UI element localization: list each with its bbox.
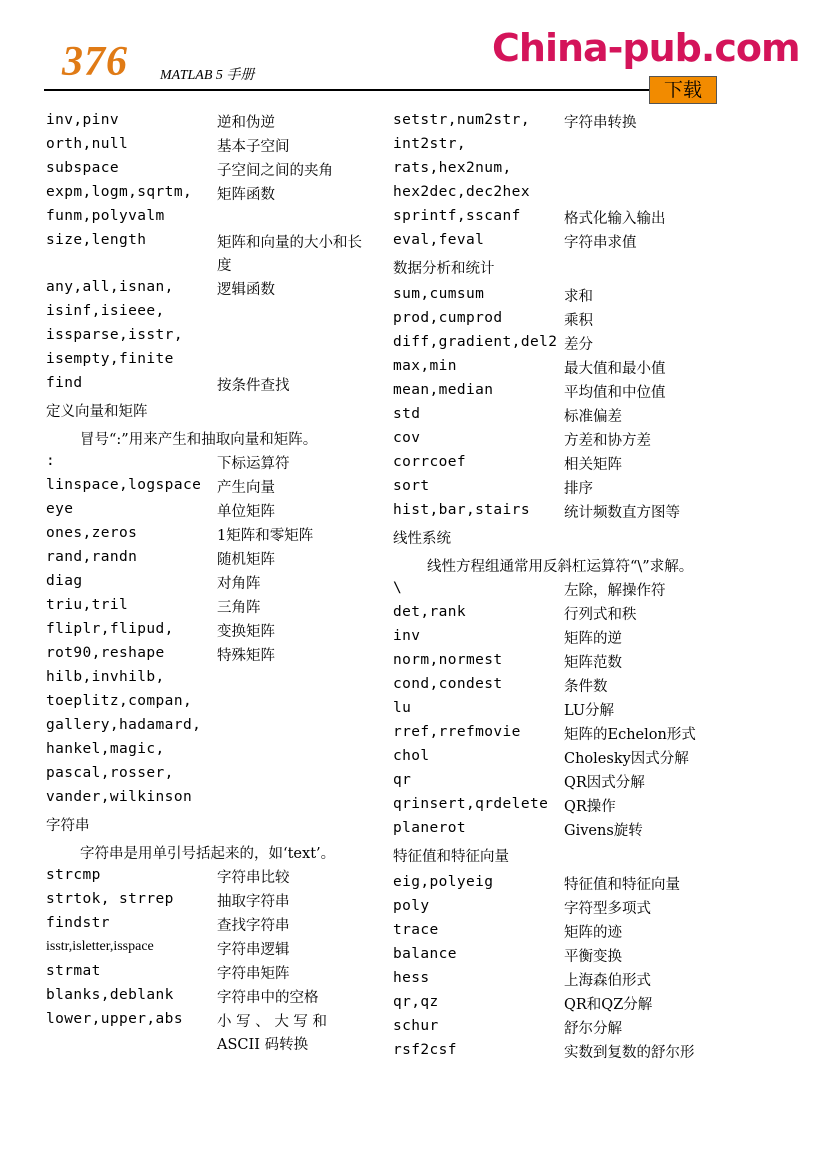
command-row <box>393 700 733 724</box>
command-row <box>393 406 733 430</box>
command-row <box>46 915 376 939</box>
command-name: int2str, <box>393 136 467 152</box>
command-row <box>393 1042 733 1066</box>
command-row <box>46 232 376 279</box>
command-name: blanks,deblank <box>46 987 174 1003</box>
command-row <box>393 874 733 898</box>
command-description: 下标运算符 <box>217 456 290 472</box>
command-description: 逆和伪逆 <box>217 115 275 131</box>
left-column <box>46 112 376 1058</box>
command-row <box>393 772 733 796</box>
command-name: hankel,magic, <box>46 741 165 757</box>
command-row <box>393 946 733 970</box>
command-description: 格式化输入输出 <box>564 211 666 227</box>
section-intro: 字符串是用单引号括起来的，如‘text’。 <box>80 846 336 862</box>
command-row <box>393 628 733 652</box>
command-name: hist,bar,stairs <box>393 502 530 518</box>
command-name: qrinsert,qrdelete <box>393 796 549 812</box>
command-row <box>46 453 376 477</box>
command-name: diag <box>46 573 83 589</box>
section-heading: 字符串 <box>46 818 90 834</box>
command-row <box>393 184 733 208</box>
command-name: expm,logm,sqrtm, <box>46 184 193 200</box>
command-name: det,rank <box>393 604 467 620</box>
command-description: 对角阵 <box>217 576 261 592</box>
command-row <box>46 549 376 573</box>
command-row <box>393 136 733 160</box>
command-name: fliplr,flipud, <box>46 621 174 637</box>
command-name: isinf,isieee, <box>46 303 165 319</box>
command-name: rand,randn <box>46 549 138 565</box>
command-description: 小 写 、 大 写 和 ASCII 码转换 <box>217 1014 328 1053</box>
command-description: QR因式分解 <box>564 775 645 791</box>
command-name: size,length <box>46 232 147 248</box>
right-column <box>393 112 733 1066</box>
command-row <box>46 573 376 597</box>
command-name: \ <box>393 580 403 596</box>
command-row <box>46 501 376 525</box>
command-name: rot90,reshape <box>46 645 165 661</box>
command-name: mean,median <box>393 382 494 398</box>
command-name: hex2dec,dec2hex <box>393 184 530 200</box>
command-row <box>393 232 733 256</box>
command-description: 字符串矩阵 <box>217 966 290 982</box>
command-description: 排序 <box>564 481 593 497</box>
command-row <box>46 184 376 208</box>
command-row <box>393 580 733 604</box>
command-name: trace <box>393 922 439 938</box>
command-name: lu <box>393 700 412 716</box>
command-name: issparse,isstr, <box>46 327 183 343</box>
command-description: 平均值和中位值 <box>564 385 666 401</box>
command-row <box>393 820 733 844</box>
command-name: balance <box>393 946 457 962</box>
command-description: 随机矩阵 <box>217 552 275 568</box>
command-name: planerot <box>393 820 467 836</box>
command-name: subspace <box>46 160 120 176</box>
command-name: orth,null <box>46 136 129 152</box>
command-description: 字符串比较 <box>217 870 290 886</box>
command-description: 平衡变换 <box>564 949 622 965</box>
command-row <box>393 922 733 946</box>
command-name: isempty,finite <box>46 351 174 367</box>
section-intro: 冒号“:”用来产生和抽取向量和矩阵。 <box>80 432 318 448</box>
command-description: 实数到复数的舒尔形 <box>564 1045 695 1061</box>
command-name: vander,wilkinson <box>46 789 193 805</box>
command-description: 特殊矩阵 <box>217 648 275 664</box>
command-description: 矩阵的逆 <box>564 631 622 647</box>
command-description: 乘积 <box>564 313 593 329</box>
command-row <box>46 351 376 375</box>
command-row <box>46 891 376 915</box>
command-row <box>46 327 376 351</box>
command-name: chol <box>393 748 430 764</box>
command-description: 条件数 <box>564 679 608 695</box>
command-row <box>46 303 376 327</box>
command-row <box>393 502 733 526</box>
command-row <box>393 724 733 748</box>
command-row <box>46 621 376 645</box>
command-row <box>46 693 376 717</box>
command-row <box>393 334 733 358</box>
command-description: 相关矩阵 <box>564 457 622 473</box>
command-name: triu,tril <box>46 597 129 613</box>
command-row <box>393 382 733 406</box>
command-description: LU分解 <box>564 703 615 719</box>
header-rule <box>44 89 649 91</box>
command-name: schur <box>393 1018 439 1034</box>
command-name: rats,hex2num, <box>393 160 512 176</box>
command-name: linspace,logspace <box>46 477 202 493</box>
command-description: 最大值和最小值 <box>564 361 666 377</box>
command-description: 三角阵 <box>217 600 261 616</box>
command-row <box>46 987 376 1011</box>
command-row <box>393 970 733 994</box>
command-description: 按条件查找 <box>217 378 290 394</box>
command-name: any,all,isnan, <box>46 279 174 295</box>
command-name: hess <box>393 970 430 986</box>
command-description: 行列式和秩 <box>564 607 637 623</box>
command-row <box>46 717 376 741</box>
download-badge[interactable]: 下载 <box>649 76 717 104</box>
section-heading: 定义向量和矩阵 <box>46 404 148 420</box>
command-description: 字符串逻辑 <box>217 942 290 958</box>
command-description: 方差和协方差 <box>564 433 651 449</box>
command-description: 子空间之间的夹角 <box>217 163 333 179</box>
command-row <box>46 789 376 813</box>
command-row <box>46 525 376 549</box>
command-description: 矩阵的Echelon形式 <box>564 727 696 743</box>
command-row <box>46 597 376 621</box>
command-description: 抽取字符串 <box>217 894 290 910</box>
command-row <box>46 1011 376 1058</box>
section-heading: 数据分析和统计 <box>393 261 495 277</box>
command-name: inv,pinv <box>46 112 120 128</box>
command-name: hilb,invhilb, <box>46 669 165 685</box>
command-row <box>393 358 733 382</box>
command-name: strcmp <box>46 867 101 883</box>
command-description: QR操作 <box>564 799 616 815</box>
command-name: max,min <box>393 358 457 374</box>
china-pub-logo[interactable]: China-pub.com <box>492 26 800 70</box>
command-row <box>393 652 733 676</box>
command-name: qr,qz <box>393 994 439 1010</box>
command-row <box>46 645 376 669</box>
command-name: diff,gradient,del2 <box>393 334 558 350</box>
command-row <box>46 208 376 232</box>
command-row <box>393 430 733 454</box>
command-description: 字符串中的空格 <box>217 990 319 1006</box>
command-row <box>46 112 376 136</box>
command-row <box>46 765 376 789</box>
command-row <box>393 748 733 772</box>
command-name: strmat <box>46 963 101 979</box>
command-description: 字符串求值 <box>564 235 637 251</box>
command-name: gallery,hadamard, <box>46 717 202 733</box>
command-row <box>393 796 733 820</box>
command-description: 矩阵函数 <box>217 187 275 203</box>
command-row <box>393 676 733 700</box>
command-name: isstr,isletter,isspace <box>46 939 154 954</box>
command-row <box>46 939 376 963</box>
command-name: cond,condest <box>393 676 503 692</box>
command-description: 矩阵和向量的大小和长度 <box>217 235 362 274</box>
command-row <box>46 477 376 501</box>
command-name: qr <box>393 772 412 788</box>
command-row <box>393 160 733 184</box>
command-name: poly <box>393 898 430 914</box>
command-name: prod,cumprod <box>393 310 503 326</box>
command-name: std <box>393 406 421 422</box>
command-name: inv <box>393 628 421 644</box>
command-description: 产生向量 <box>217 480 275 496</box>
command-description: 矩阵的迹 <box>564 925 622 941</box>
command-description: 统计频数直方图等 <box>564 505 680 521</box>
command-name: find <box>46 375 83 391</box>
command-description: 逻辑函数 <box>217 282 275 298</box>
command-row <box>46 279 376 303</box>
command-description: 舒尔分解 <box>564 1021 622 1037</box>
command-row <box>46 669 376 693</box>
command-name: eig,polyeig <box>393 874 494 890</box>
command-name: rsf2csf <box>393 1042 457 1058</box>
command-row <box>46 867 376 891</box>
command-name: eval,feval <box>393 232 485 248</box>
command-description: 求和 <box>564 289 593 305</box>
command-name: rref,rrefmovie <box>393 724 521 740</box>
command-description: 矩阵范数 <box>564 655 622 671</box>
command-description: 字符串转换 <box>564 115 637 131</box>
command-row <box>393 478 733 502</box>
section-heading: 线性系统 <box>393 531 451 547</box>
command-description: 差分 <box>564 337 593 353</box>
command-row <box>393 310 733 334</box>
command-row <box>393 898 733 922</box>
command-row <box>393 604 733 628</box>
command-description: 特征值和特征向量 <box>564 877 680 893</box>
command-row <box>46 963 376 987</box>
command-name: lower,upper,abs <box>46 1011 183 1027</box>
command-row <box>393 112 733 136</box>
command-description: Cholesky因式分解 <box>564 751 689 767</box>
command-name: corrcoef <box>393 454 467 470</box>
command-name: pascal,rosser, <box>46 765 174 781</box>
command-description: 1矩阵和零矩阵 <box>217 528 314 544</box>
command-name: : <box>46 453 56 469</box>
command-name: toeplitz,compan, <box>46 693 193 709</box>
command-name: ones,zeros <box>46 525 138 541</box>
command-name: eye <box>46 501 74 517</box>
command-name: setstr,num2str, <box>393 112 530 128</box>
command-row <box>393 994 733 1018</box>
command-name: cov <box>393 430 421 446</box>
command-name: funm,polyvalm <box>46 208 165 224</box>
command-row <box>46 375 376 399</box>
command-description: 基本子空间 <box>217 139 290 155</box>
command-description: 变换矩阵 <box>217 624 275 640</box>
command-row <box>393 1018 733 1042</box>
section-heading: 特征值和特征向量 <box>393 849 509 865</box>
section-intro: 线性方程组通常用反斜杠运算符“\”求解。 <box>427 559 694 575</box>
command-row <box>46 741 376 765</box>
command-description: QR和QZ分解 <box>564 997 653 1013</box>
command-description: 字符型多项式 <box>564 901 651 917</box>
command-row <box>393 454 733 478</box>
command-name: sum,cumsum <box>393 286 485 302</box>
command-description: 左除，解操作符 <box>564 583 666 599</box>
command-row <box>46 136 376 160</box>
command-row <box>393 208 733 232</box>
page-number: 376 <box>62 39 128 85</box>
command-description: 上海森伯形式 <box>564 973 651 989</box>
command-description: 单位矩阵 <box>217 504 275 520</box>
command-name: norm,normest <box>393 652 503 668</box>
book-title: MATLAB 5 手册 <box>160 68 255 83</box>
command-name: findstr <box>46 915 110 931</box>
command-row <box>393 286 733 310</box>
command-name: sort <box>393 478 430 494</box>
command-description: 标准偏差 <box>564 409 622 425</box>
command-name: sprintf,sscanf <box>393 208 521 224</box>
command-description: 查找字符串 <box>217 918 290 934</box>
command-name: strtok, strrep <box>46 891 174 907</box>
command-description: Givens旋转 <box>564 823 643 839</box>
command-row <box>46 160 376 184</box>
